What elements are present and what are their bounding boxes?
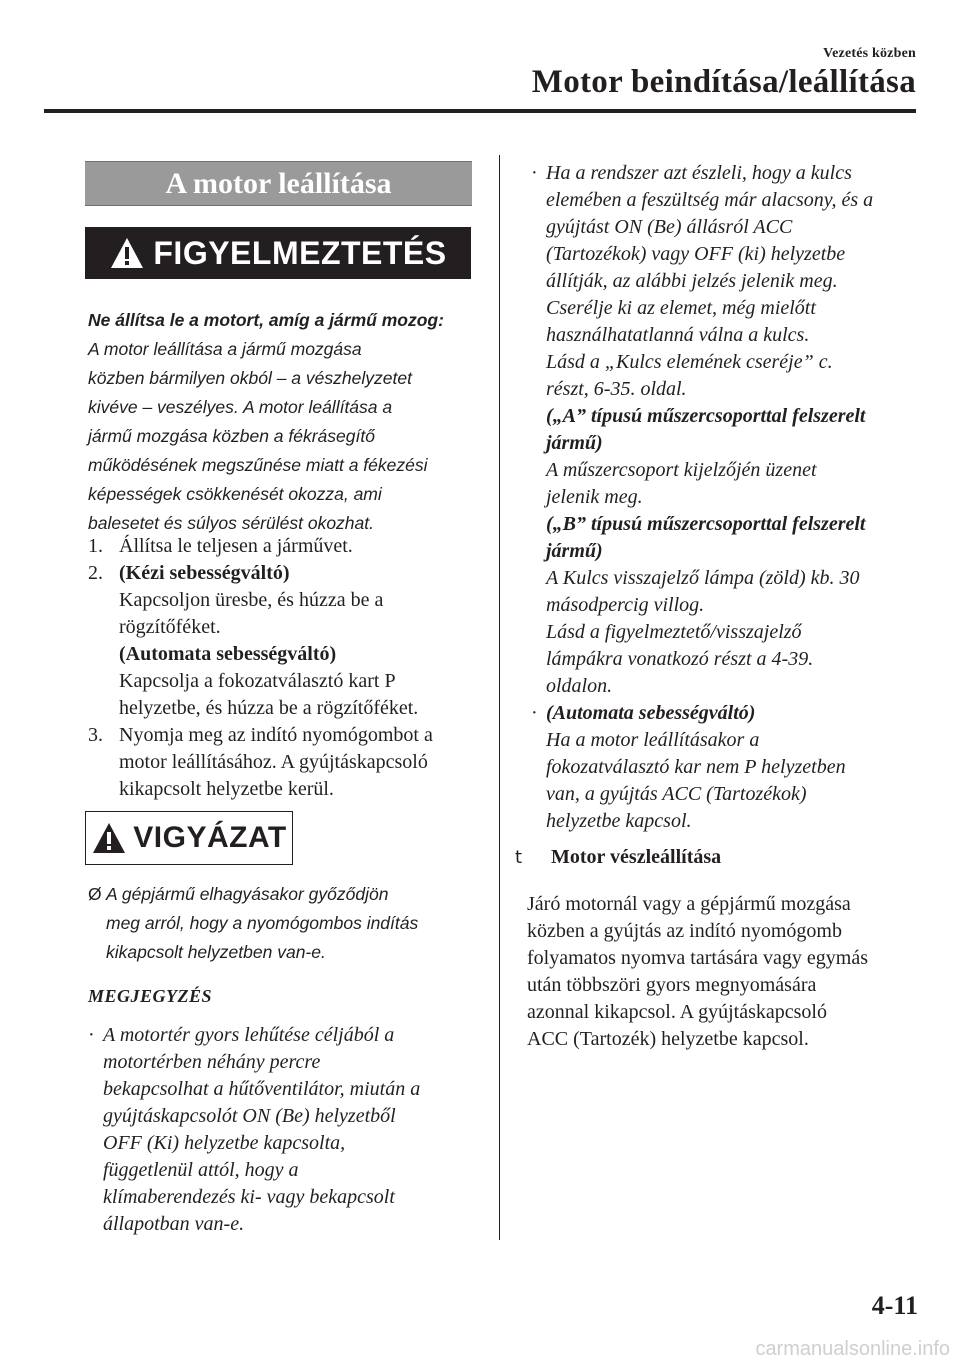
warning-heading: Ne állítsa le a motort, amíg a jármű mozog: — [88, 310, 444, 330]
page-title: Motor beindítása/leállítása — [531, 64, 916, 100]
subsection-paragraph — [527, 891, 927, 1053]
note-line: OFF (Ki) helyzetbe kapcsolta, — [103, 1132, 346, 1154]
list-line: gyújtást ON (Be) állásról ACC — [546, 216, 793, 238]
step-number: 2. — [88, 562, 103, 584]
note-heading: MEGJEGYZÉS — [88, 986, 213, 1006]
list-line: jármű) — [546, 540, 603, 562]
footer-watermark: carmanualsonline.info — [755, 1338, 950, 1360]
step-line: (Automata sebességváltó) — [119, 643, 337, 665]
bullet-icon: · — [88, 1024, 95, 1046]
arrow-icon: Ø — [88, 884, 102, 904]
page-number: 4-11 — [871, 1291, 918, 1320]
list-line: jármű) — [546, 432, 603, 454]
note-line: bekapcsolhat a hűtőventilátor, miután a — [103, 1078, 421, 1100]
step-item — [88, 722, 478, 803]
right-bullet-list — [531, 160, 931, 835]
warning-line: jármű mozgása közben a fékrásegítő — [88, 426, 375, 446]
list-line: részt, 6-35. oldal. — [546, 378, 687, 400]
warning-line: képességek csökkenését okozza, ami — [88, 484, 382, 504]
list-line: Lásd a figyelmeztető/visszajelző — [546, 621, 802, 643]
list-line: („A” típusú műszercsoporttal felszerelt — [546, 405, 866, 427]
para-line: után többszöri gyors megnyomására — [527, 974, 817, 996]
para-line: azonnal kikapcsol. A gyújtáskapcsoló — [527, 1001, 827, 1023]
warning-line: A motor leállítása a jármű mozgása — [88, 339, 362, 359]
caution-line: A gépjármű elhagyásakor győződjön — [106, 884, 389, 904]
step-line: Állítsa le teljesen a járművet. — [119, 535, 353, 557]
note-line: motortérben néhány percre — [103, 1051, 321, 1073]
list-line: helyzetbe kapcsol. — [546, 810, 692, 832]
step-line: Nyomja meg az indító nyomógombot a — [119, 724, 433, 746]
warning-line: működésének megszűnése miatt a fékezési — [88, 455, 428, 475]
subsection-title: Motor vészleállítása — [551, 846, 722, 868]
warning-text — [88, 306, 478, 538]
step-line: motor leállításához. A gyújtáskapcsoló — [119, 751, 428, 773]
step-line: Kapcsolja a fokozatválasztó kart P — [119, 670, 396, 692]
section-banner: A motor leállítása — [85, 161, 472, 206]
list-item — [531, 160, 931, 700]
step-line: kikapcsolt helyzetbe kerül. — [119, 778, 334, 800]
list-line: A műszercsoport kijelzőjén üzenet — [546, 459, 817, 481]
column-divider — [499, 155, 500, 1240]
caution-text — [88, 880, 488, 967]
list-line: állítják, az alábbi jelzés jelenik meg. — [546, 270, 838, 292]
header-section: Vezetés közben — [823, 46, 916, 61]
note-line: állapotban van-e. — [103, 1213, 245, 1235]
list-line: Ha a rendszer azt észleli, hogy a kulcs — [546, 162, 852, 184]
bullet-icon: · — [531, 162, 538, 184]
list-line: Ha a motor leállításakor a — [546, 729, 760, 751]
warning-line: közben bármilyen okból – a vészhelyzetet — [88, 368, 412, 388]
bullet-icon: · — [531, 702, 538, 724]
para-line: folyamatos nyomva tartására vagy egymás — [527, 947, 868, 969]
list-line: Cserélje ki az elemet, még mielőtt — [546, 297, 816, 319]
list-line: elemében a feszültség már alacsony, és a — [546, 189, 874, 211]
step-item — [88, 533, 478, 560]
step-line: helyzetbe, és húzza be a rögzítőféket. — [119, 697, 419, 719]
note-line: A motortér gyors lehűtése céljából a — [103, 1024, 395, 1046]
subsection-heading — [515, 846, 721, 869]
para-line: közben a gyújtás az indító nyomógomb — [527, 920, 842, 942]
note-line: gyújtáskapcsolót ON (Be) helyzetből — [103, 1105, 396, 1127]
list-item — [531, 700, 931, 835]
list-line: („B” típusú műszercsoporttal felszerelt — [546, 513, 866, 535]
warning-line: kivéve – veszélyes. A motor leállítása a — [88, 397, 393, 417]
list-line: használhatatlanná válna a kulcs. — [546, 324, 810, 346]
step-number: 3. — [88, 724, 103, 746]
warning-icon — [109, 236, 145, 270]
steps-list — [88, 533, 478, 803]
caution-label: VIGYÁZAT — [133, 821, 287, 854]
caution-box — [85, 811, 293, 865]
list-line: oldalon. — [546, 675, 613, 697]
warning-line: balesetet és súlyos sérülést okozhat. — [88, 513, 374, 533]
note-list — [88, 1022, 488, 1238]
header-rule — [44, 109, 916, 113]
caution-icon — [91, 821, 127, 855]
para-line: ACC (Tartozék) helyzetbe kapcsol. — [527, 1028, 809, 1050]
list-line: (Automata sebességváltó) — [546, 702, 756, 724]
list-line: jelenik meg. — [546, 486, 643, 508]
list-line: van, a gyújtás ACC (Tartozékok) — [546, 783, 807, 805]
warning-label: FIGYELMEZTETÉS — [153, 234, 447, 271]
list-line: lámpákra vonatkozó részt a 4-39. — [546, 648, 814, 670]
warning-box — [85, 227, 471, 279]
note-line: függetlenül attól, hogy a — [103, 1159, 299, 1181]
step-number: 1. — [88, 535, 103, 557]
list-line: A Kulcs visszajelző lámpa (zöld) kb. 30 — [546, 567, 860, 589]
section-marker-icon: t — [515, 847, 523, 868]
list-line: (Tartozékok) vagy OFF (ki) helyzetbe — [546, 243, 846, 265]
caution-line: kikapcsolt helyzetben van-e. — [106, 942, 326, 962]
caution-line: meg arról, hogy a nyomógombos indítás — [106, 913, 419, 933]
note-line: klímaberendezés ki- vagy bekapcsolt — [103, 1186, 395, 1208]
para-line: Járó motornál vagy a gépjármű mozgása — [527, 893, 851, 915]
step-item — [88, 560, 478, 722]
step-line: Kapcsoljon üresbe, és húzza be a — [119, 589, 384, 611]
list-line: másodpercig villog. — [546, 594, 705, 616]
step-line: (Kézi sebességváltó) — [119, 562, 290, 584]
step-line: rögzítőféket. — [119, 616, 221, 638]
list-line: Lásd a „Kulcs elemének cseréje” c. — [546, 351, 833, 373]
list-line: fokozatválasztó kar nem P helyzetben — [546, 756, 846, 778]
